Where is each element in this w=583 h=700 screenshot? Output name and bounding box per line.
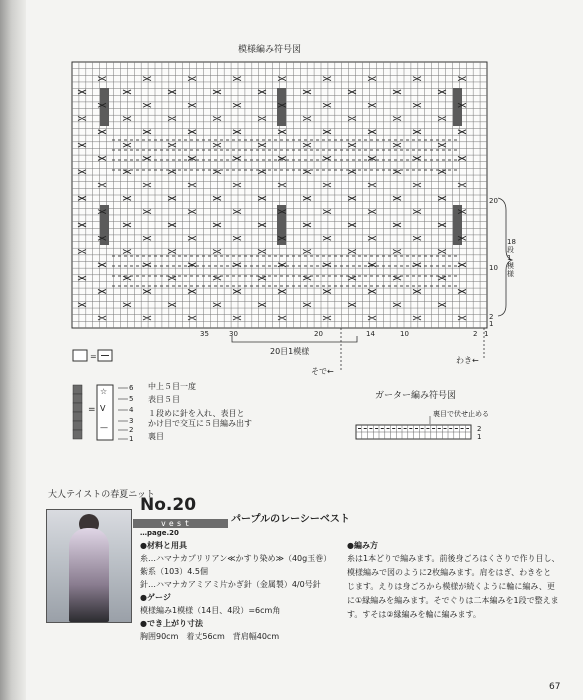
page-number: 67 <box>549 682 561 692</box>
legend-equals: = <box>90 352 97 361</box>
legend-shaded-stitch <box>73 385 82 394</box>
row-number: 2 <box>489 313 494 321</box>
vest-label: vest <box>161 519 193 528</box>
pattern-number: No.20 <box>140 495 197 515</box>
side-label: わき← <box>456 356 479 365</box>
row-number: 20 <box>489 197 498 205</box>
legend-row: 4 <box>129 406 134 414</box>
method-line: 糸は1本どりで編みます。前後身ごろはくさりで作り目し、 <box>347 554 560 563</box>
size-heading: ●でき上がり寸法 <box>140 619 203 628</box>
legend-shaded-stitch <box>73 412 82 421</box>
shaded-stitch-block <box>453 88 462 126</box>
legend-symbol: V <box>100 404 106 413</box>
garter-grid-lines <box>356 425 471 439</box>
col-number: 20 <box>314 330 323 338</box>
gauge-line: 模様編み1模様（14目、4段）=6cm角 <box>140 606 281 615</box>
product-title: パープルのレーシーベスト <box>231 514 350 525</box>
legend-row: 6 <box>129 384 134 392</box>
legend-shaded-stitch <box>73 394 82 403</box>
col-number: 1 <box>484 330 489 338</box>
repeat-rows-label: 18段1模様 <box>507 238 516 279</box>
legend-row: 1 <box>129 435 134 443</box>
series-label: 大人テイストの春夏ニット <box>48 490 155 500</box>
legend-item: 裏目 <box>148 432 164 441</box>
method-line: じます。えりは身ごろから模様が続くように輪に編み、更 <box>347 582 555 591</box>
method-line: す。すそは②縁編みを輪に編みます。 <box>347 610 481 619</box>
repeat-width-label: 20目1模様 <box>270 347 310 356</box>
legend-row: 3 <box>129 417 134 425</box>
col-number: 35 <box>200 330 209 338</box>
legend-item: 表目５目 <box>148 395 180 404</box>
legend-shaded-stitch <box>73 403 82 412</box>
legend-equals-sign: = <box>88 405 96 415</box>
materials-heading: ●材料と用具 <box>140 541 187 550</box>
method-line: に①縁編みを編みます。そでぐりは二本編みを1段で整えま <box>347 596 559 605</box>
legend-symbol: ☆ <box>100 387 108 396</box>
legend-symbol: — <box>100 423 108 432</box>
legend-item: １段めに針を入れ、表目と かけ目で交互に５目編み出す <box>148 409 252 428</box>
method-heading: ●編み方 <box>347 541 378 550</box>
shaded-stitch-block <box>100 88 109 126</box>
legend-item: 中上５目一度 <box>148 382 196 391</box>
vest-bar <box>133 519 228 528</box>
legend-shaded-stitch <box>73 430 82 439</box>
col-number: 10 <box>400 330 409 338</box>
legend-row: 2 <box>129 426 134 434</box>
col-number: 30 <box>229 330 238 338</box>
repeat-bracket <box>232 336 357 342</box>
materials-line: 糸…ハマナカプリリアン≪かすり染め≫（40g玉巻） <box>140 554 332 563</box>
row-number: 1 <box>489 320 494 328</box>
row-number: 10 <box>489 264 498 272</box>
col-number: 14 <box>366 330 375 338</box>
gauge-heading: ●ゲージ <box>140 593 171 602</box>
garter-row: 1 <box>477 433 482 441</box>
legend-shaded-stitch <box>73 421 82 430</box>
col-number: 2 <box>473 330 478 338</box>
size-line: 胸囲90cm 着丈56cm 背肩幅40cm <box>140 632 280 641</box>
legend-blank-box <box>73 350 87 361</box>
page-ref: …page.20 <box>140 529 179 537</box>
materials-line: 針…ハマナカアミアミ片かぎ針（金属製）4/0号針 <box>140 580 321 589</box>
garter-note: 裏目で伏せ止める <box>433 410 489 418</box>
sleeve-label: そで← <box>311 367 334 376</box>
product-photo <box>46 509 132 623</box>
chart-title: 模様編み符号図 <box>238 45 302 55</box>
method-line: 模様編みで図のように2枚編みます。肩をはぎ、わきをと <box>347 568 552 577</box>
garter-row: 2 <box>477 425 482 433</box>
legend-row: 5 <box>129 395 134 403</box>
materials-line: 紫系（103）4.5個 <box>140 567 208 576</box>
garter-title: ガーター編み符号図 <box>375 391 457 401</box>
